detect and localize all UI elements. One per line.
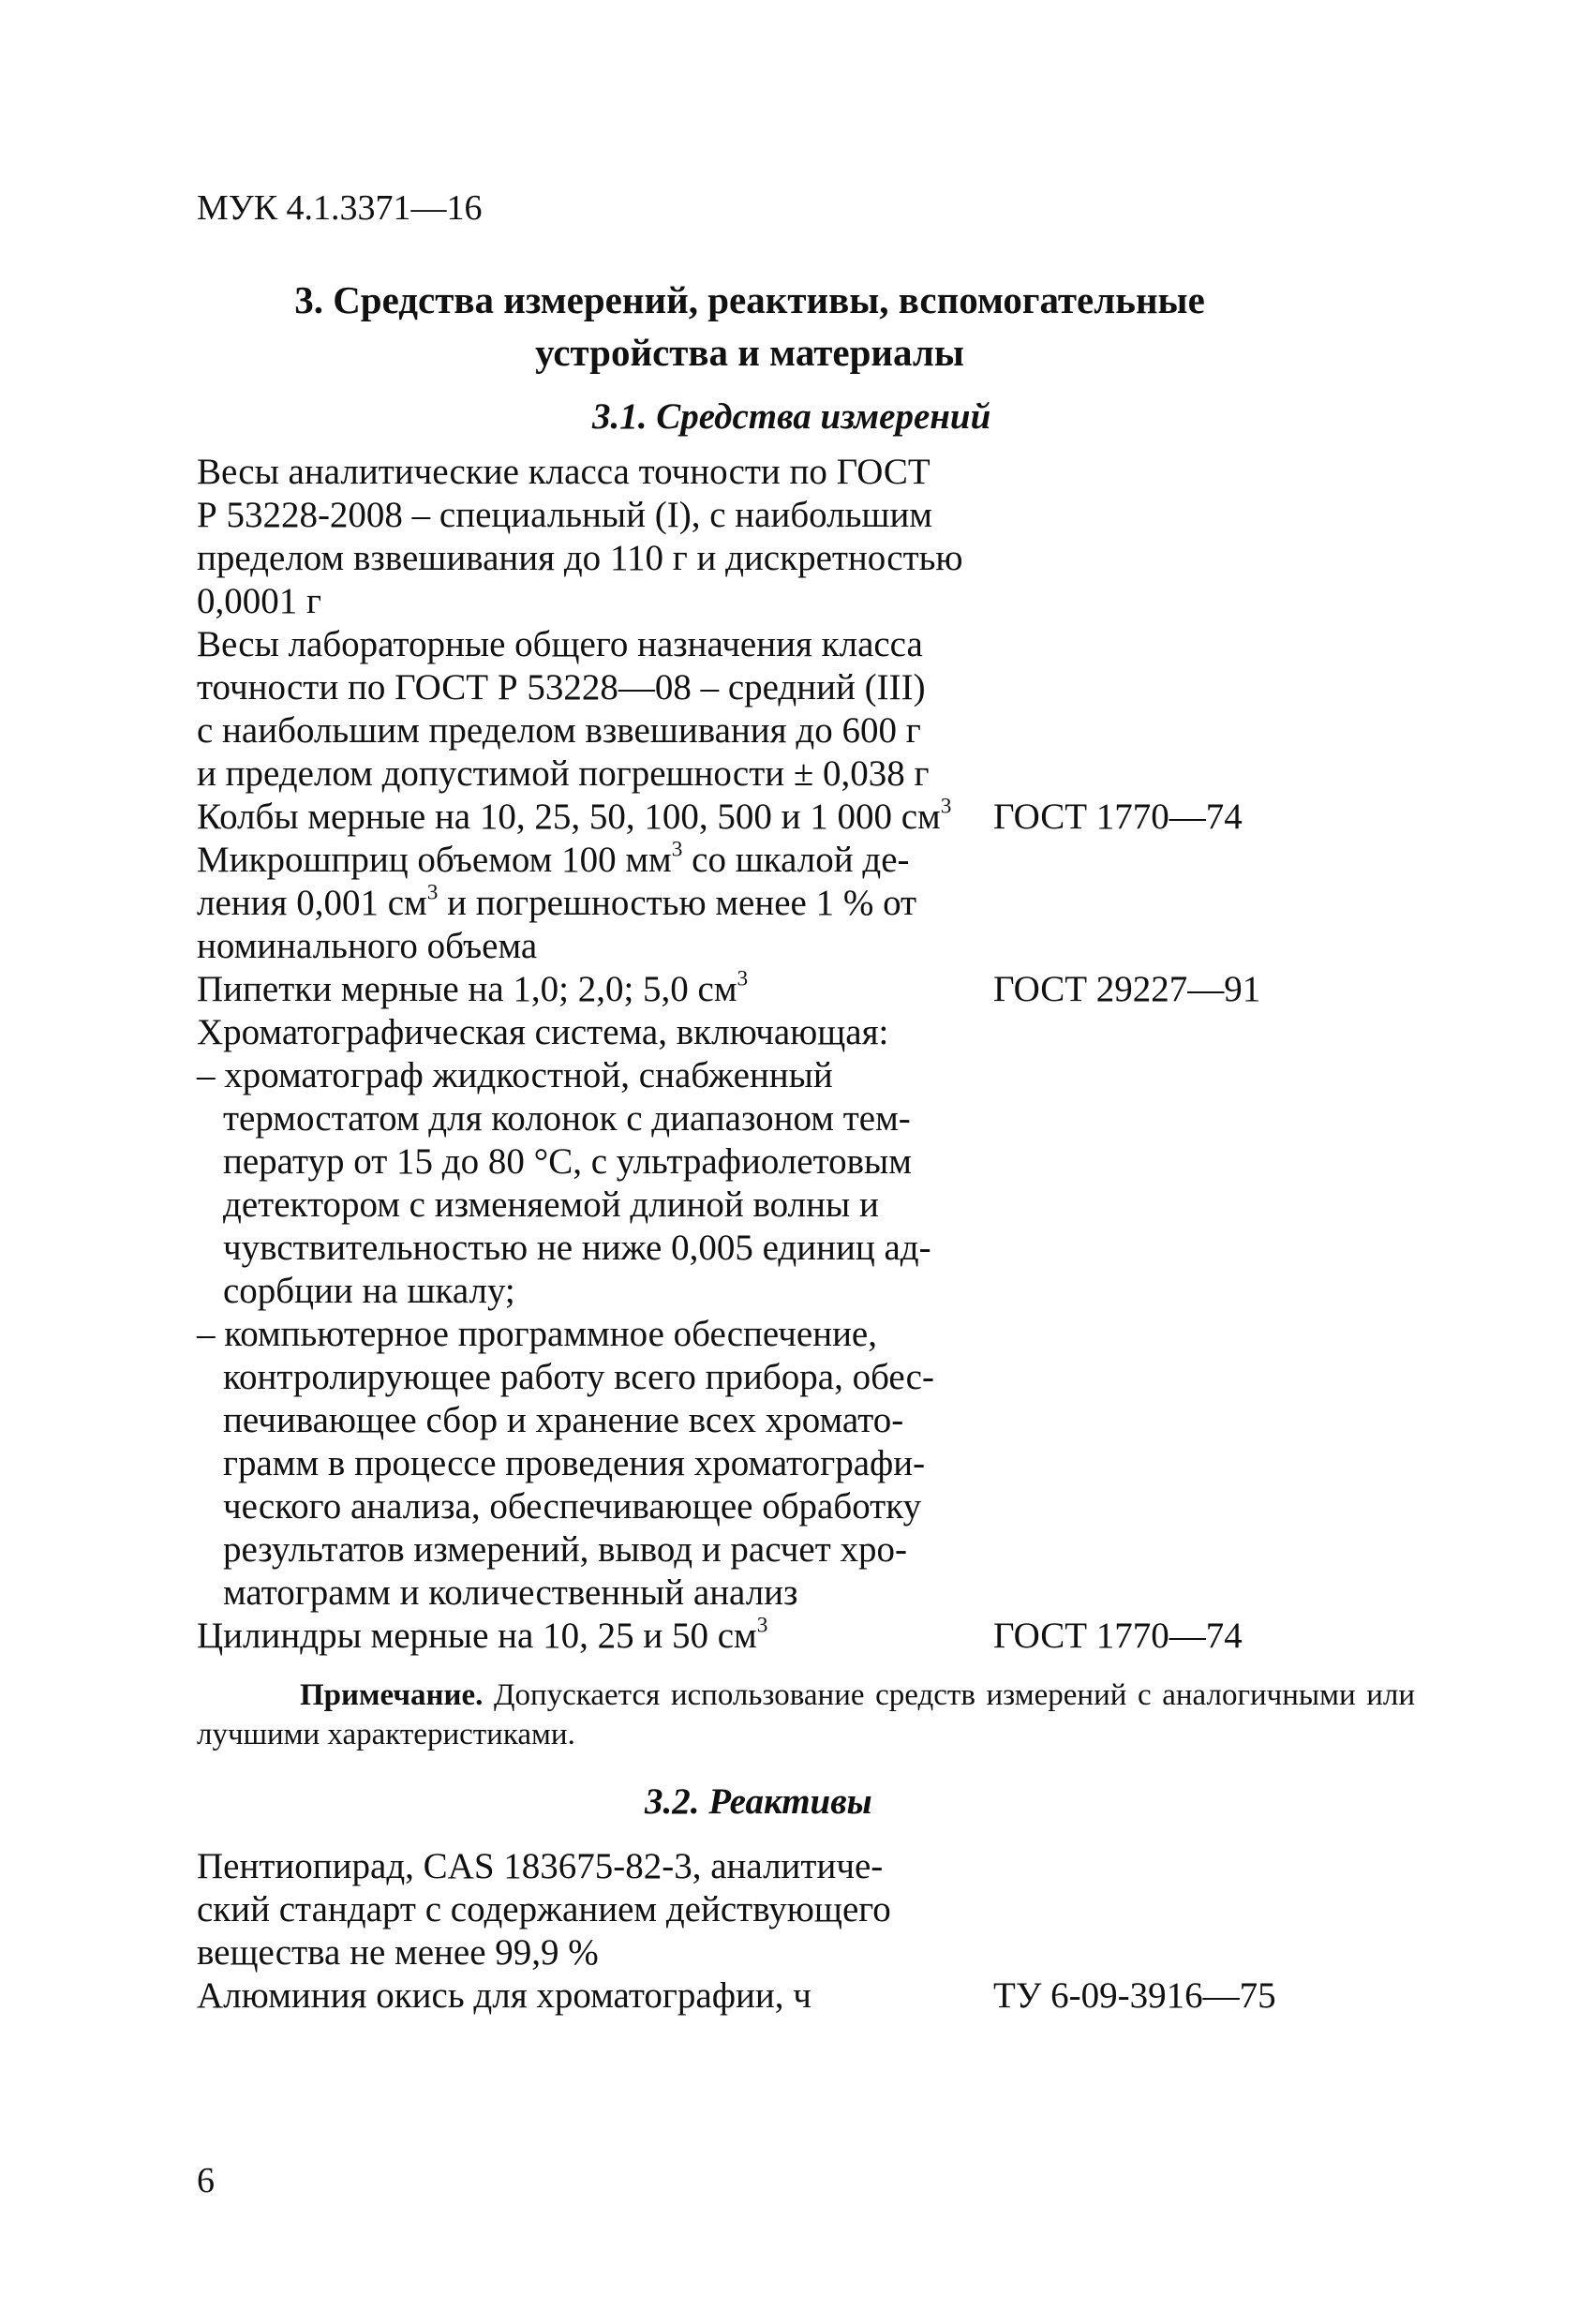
- alumina-tu-ref: ТУ 6-09-3916—75: [993, 1975, 1276, 2016]
- text-line: и пределом допустимой погрешности ± 0,038 г: [197, 753, 930, 794]
- alumina-item: Алюминия окись для хроматографии, ч: [197, 1975, 811, 2016]
- subsection-3-2-title: 3.2. Реактивы: [645, 1781, 872, 1822]
- penthiopyrad-item: [197, 1845, 891, 1974]
- text-line: [197, 882, 916, 925]
- text-line: ский стандарт с содержанием действующего: [197, 1889, 891, 1929]
- pipettes-gost-ref: ГОСТ 29227—91: [993, 969, 1261, 1009]
- text-line: с наибольшим пределом взвешивания до 600 г: [197, 710, 921, 751]
- cylinders-gost-ref: ГОСТ 1770—74: [993, 1616, 1243, 1656]
- text-line: ческого анализа, обеспечивающее обработку: [223, 1486, 922, 1527]
- flasks-text: Колбы мерные на 10, 25, 50, 100, 500 и 1 000 см: [197, 797, 941, 837]
- flasks-gost-ref: ГОСТ 1770—74: [993, 797, 1243, 837]
- text-line: сорбции на шкалу;: [223, 1271, 515, 1311]
- text-line: грамм в процессе проведения хроматографи-: [223, 1443, 926, 1483]
- section-3-title-line1: 3. Средства измерений, реактивы, вспомогательные: [294, 278, 1205, 321]
- flasks-sup: 3: [940, 794, 952, 819]
- syringe-l1sup: 3: [671, 837, 683, 862]
- pipettes-text: Пипетки мерные на 1,0; 2,0; 5,0 см: [197, 969, 737, 1009]
- text-line: вещества не менее 99,9 %: [197, 1932, 599, 1973]
- cylinders-sup: 3: [756, 1613, 768, 1638]
- note-text: Допускается использование средств измерений с аналогичными или лучшими характеристиками.: [197, 1678, 1415, 1751]
- balance-analytical-item: [197, 451, 963, 623]
- chrom-liquid-item: [197, 1054, 931, 1313]
- balance-lab-item: [197, 623, 930, 796]
- syringe-l1a: Микрошприц объемом 100 мм: [197, 840, 672, 880]
- cylinders-item: [197, 1615, 767, 1658]
- text-line: контролирующее работу всего прибора, обес-: [223, 1357, 934, 1397]
- text-line: номинального объема: [197, 926, 538, 966]
- text-line: Весы лабораторные общего назначения класса: [197, 624, 923, 664]
- text-line: ператур от 15 до 80 °С, с ультрафиолетовым: [223, 1141, 912, 1182]
- text-line: Пентиопирад, CAS 183675-82-3, аналитиче-: [197, 1846, 884, 1886]
- text-line: [197, 839, 916, 882]
- text-line: термостатом для колонок с диапазоном тем-: [223, 1098, 911, 1139]
- syringe-item: [197, 839, 916, 968]
- chrom-system-heading: Хроматографическая система, включающая:: [197, 1012, 889, 1052]
- text-line: результатов измерений, вывод и расчет хро-: [223, 1529, 907, 1570]
- text-line: чувствительностью не ниже 0,005 единиц ад-: [223, 1228, 931, 1268]
- text-line: детектором с изменяемой длиной волны и: [223, 1184, 879, 1225]
- pipettes-item: [197, 968, 748, 1011]
- subsection-3-1-title: 3.1. Средства измерений: [592, 396, 991, 437]
- text-line: печивающее сбор и хранение всех хромато-: [223, 1400, 904, 1440]
- pipettes-sup: 3: [737, 966, 749, 991]
- text-line: пределом взвешивания до 110 г и дискретностью: [197, 538, 963, 578]
- section-3-title-line2: устройства и материалы: [535, 331, 964, 374]
- cylinders-text: Цилиндры мерные на 10, 25 и 50 см: [197, 1616, 757, 1656]
- software-item: [197, 1313, 934, 1615]
- syringe-l2a: ления 0,001 см: [197, 883, 427, 923]
- text-line: Р 53228-2008 – специальный (I), с наибольшим: [197, 495, 932, 535]
- flasks-item: [197, 796, 951, 839]
- section-3-title: [187, 274, 1312, 379]
- text-line: Весы аналитические класса точности по ГОСТ: [197, 452, 930, 492]
- text-line: 0,0001 г: [197, 581, 321, 621]
- text-line: матограмм и количественный анализ: [223, 1572, 798, 1613]
- document-code-header: МУК 4.1.3371—16: [197, 188, 483, 228]
- text-line: – компьютерное программное обеспечение,: [197, 1314, 877, 1354]
- text-line: точности по ГОСТ Р 53228—08 – средний (III): [197, 667, 926, 708]
- page-number: 6: [197, 2161, 215, 2200]
- syringe-l2sup: 3: [426, 880, 439, 905]
- note-paragraph: [197, 1676, 1415, 1754]
- text-line: – хроматограф жидкостной, снабженный: [197, 1055, 833, 1095]
- syringe-l2b: и погрешностью менее 1 % от: [438, 883, 917, 923]
- note-label: Примечание.: [300, 1678, 484, 1712]
- syringe-l1b: со шкалой де-: [682, 840, 910, 880]
